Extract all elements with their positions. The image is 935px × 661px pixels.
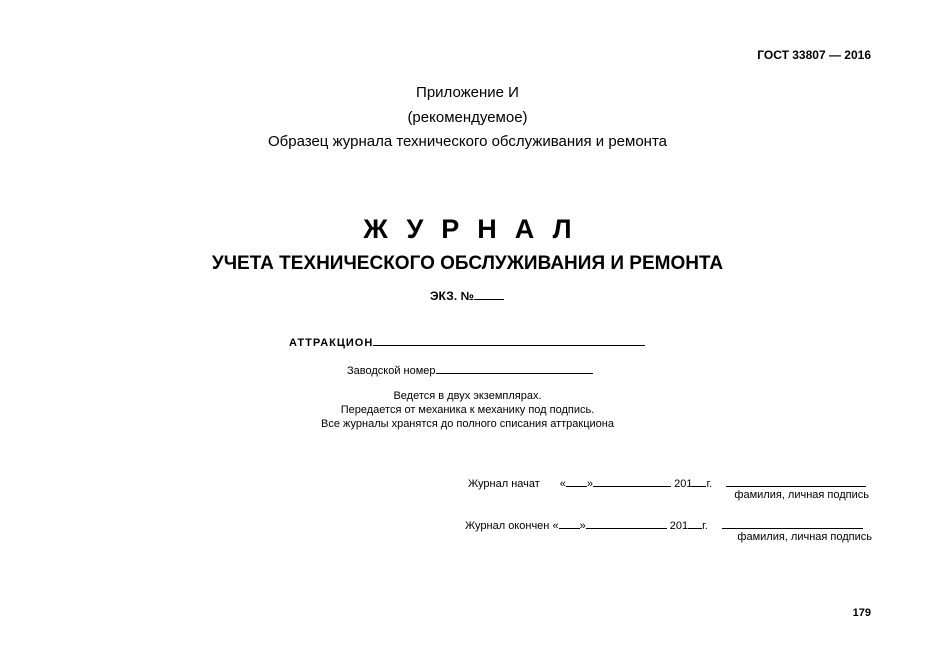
journal-finished-label: Журнал окончен: [465, 520, 550, 532]
note-line: Передается от механика к механику под подпись.: [340, 404, 595, 416]
signature-blank: [726, 475, 866, 487]
note-line: Ведется в двух экземплярах.: [393, 390, 542, 402]
note-line: Все журналы хранятся до полного списания аттракциона: [321, 418, 614, 430]
journal-subtitle: УЧЕТА ТЕХНИЧЕСКОГО ОБСЛУЖИВАНИЯ И РЕМОНТА: [211, 253, 724, 274]
quote-open: «: [552, 520, 559, 532]
copy-number-field: [430, 288, 504, 303]
journal-title: ЖУРНАЛ: [363, 214, 590, 244]
appendix-title: Приложение И: [416, 84, 519, 101]
serial-number-label: Заводской номер: [347, 365, 436, 377]
appendix-caption: Образец журнала технического обслуживания и ремонта: [267, 133, 668, 150]
serial-number-blank: [436, 362, 593, 374]
day-blank: [566, 475, 587, 487]
quote-close: »: [586, 478, 594, 490]
serial-number-field: [347, 362, 593, 377]
attraction-field: [289, 334, 645, 349]
signature-caption: фамилия, личная подпись: [734, 489, 869, 501]
copy-number-label: ЭКЗ. №: [430, 289, 474, 303]
year-suffix: г.: [702, 520, 708, 532]
journal-started-label: Журнал начат: [468, 478, 540, 490]
quote-open: «: [559, 478, 566, 490]
quote-close: »: [579, 520, 586, 532]
attraction-blank: [373, 334, 645, 346]
standard-header: ГОСТ 33807 — 2016: [757, 48, 871, 62]
year-blank: [688, 517, 702, 529]
signature-blank: [722, 517, 863, 529]
journal-started-row: [468, 475, 866, 490]
year-blank: [692, 475, 706, 487]
year-suffix: г.: [706, 478, 713, 490]
signature-caption: фамилия, личная подпись: [737, 531, 872, 543]
month-blank: [586, 517, 667, 529]
month-blank: [593, 475, 671, 487]
page-number: 179: [852, 607, 871, 619]
attraction-label: АТТРАКЦИОН: [289, 337, 374, 349]
year-prefix: 201: [674, 478, 693, 490]
day-blank: [559, 517, 580, 529]
appendix-note: (рекомендуемое): [407, 109, 528, 126]
journal-finished-row: [465, 517, 863, 532]
copy-number-blank: [474, 288, 504, 300]
year-prefix: 201: [669, 520, 689, 532]
